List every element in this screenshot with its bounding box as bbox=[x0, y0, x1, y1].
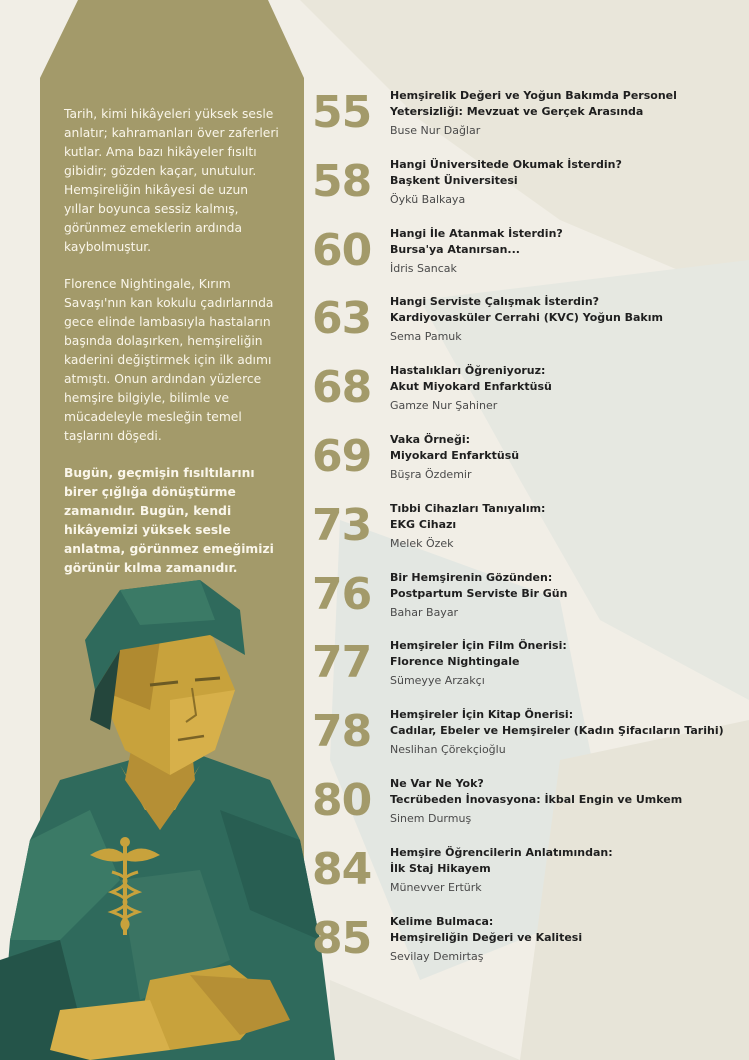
toc-page-number: 84 bbox=[312, 843, 372, 895]
toc-page-number: 77 bbox=[312, 637, 372, 689]
toc-author: Buse Nur Dağlar bbox=[390, 124, 481, 137]
toc-entry-73[interactable] bbox=[312, 499, 742, 568]
toc-entry-63[interactable] bbox=[312, 292, 742, 361]
toc-page-number: 58 bbox=[312, 155, 372, 207]
toc-title: Kelime Bulmaca: Hemşireliğin Değeri ve Kalitesi bbox=[390, 914, 583, 944]
toc-page-number: 73 bbox=[312, 499, 372, 551]
toc-title: Hangi Üniversitede Okumak İsterdin? Başkent Üniversitesi bbox=[390, 157, 622, 187]
toc-entry-80[interactable] bbox=[312, 774, 742, 843]
toc-title: Hemşire Öğrencilerin Anlatımından: İlk Staj Hikayem bbox=[390, 845, 613, 875]
toc-page-number: 68 bbox=[312, 362, 372, 414]
toc-author: Sümeyye Arzakçı bbox=[390, 674, 485, 688]
toc-author: Büşra Özdemir bbox=[390, 467, 472, 481]
toc-author: Sevilay Demirtaş bbox=[390, 949, 484, 963]
toc-author: Sinem Durmuş bbox=[390, 811, 472, 825]
toc-entry-76[interactable] bbox=[312, 568, 742, 637]
toc-title: Hemşireler İçin Kitap Önerisi: Cadılar, Ebeler ve Hemşireler (Kadın Şifacıların Tarihi) bbox=[390, 708, 724, 738]
toc-page-number: 78 bbox=[312, 706, 372, 758]
intro-paragraph-1: Tarih, kimi hikâyeleri yüksek sesle anlatır; kahramanları över zaferleri kutlar. Ama bazı hikâyeler fısıltı gibidir; gözden kaçar, unutulur. Hemşireliğin hikâyesi de uzun yıllar boyunca sessiz kalmış, görünmez emeklerin ardında kaybolmuştur. bbox=[64, 107, 279, 254]
table-of-contents bbox=[312, 86, 742, 980]
toc-title: Tıbbi Cihazları Tanıyalım: EKG Cihazı bbox=[390, 501, 546, 531]
toc-page-number: 76 bbox=[312, 568, 372, 620]
toc-author: Bahar Bayar bbox=[390, 605, 459, 619]
toc-page-number: 63 bbox=[312, 293, 372, 345]
toc-page-number: 85 bbox=[312, 912, 372, 964]
intro-paragraph-2: Florence Nightingale, Kırım Savaşı'nın kan kokulu çadırlarında gece elinde lambasıyla hastaların başında dolaşırken, hemşireliğin kaderini değiştirmek için ilk adımı atmıştı. Onun ardından yüzlerce hemşire bilgiyle, bilimle ve mücadeleyle mesleğin temel taşlarını döşedi. bbox=[64, 277, 274, 443]
toc-author: Gamze Nur Şahiner bbox=[390, 399, 498, 413]
toc-entry-78[interactable] bbox=[312, 705, 742, 774]
toc-entry-68[interactable] bbox=[312, 361, 742, 430]
toc-title: Hastalıkları Öğreniyoruz: Akut Miyokard Enfarktüsü bbox=[390, 364, 552, 394]
toc-entry-60[interactable] bbox=[312, 224, 742, 293]
toc-author: Öykü Balkaya bbox=[390, 192, 466, 206]
toc-author: Münevver Ertürk bbox=[390, 880, 482, 894]
toc-author: İdris Sancak bbox=[390, 261, 457, 275]
toc-entry-55[interactable] bbox=[312, 86, 742, 155]
nurse-illustration bbox=[0, 580, 340, 1060]
toc-title: Ne Var Ne Yok? Tecrübeden İnovasyona: İkbal Engin ve Umkem bbox=[390, 776, 683, 806]
toc-entry-85[interactable] bbox=[312, 912, 742, 981]
toc-entry-77[interactable] bbox=[312, 636, 742, 705]
intro-paragraph-3: Bugün, geçmişin fısıltılarını birer çığlığa dönüştürme zamanıdır. Bugün, kendi hikâyemizi yüksek sesle anlatma, görünmez emeğimizi görünür kılma zamanıdır. bbox=[64, 466, 274, 575]
toc-entry-58[interactable] bbox=[312, 155, 742, 224]
toc-author: Sema Pamuk bbox=[390, 330, 462, 344]
intro-text bbox=[64, 105, 282, 596]
toc-author: Melek Özek bbox=[390, 536, 454, 550]
toc-page-number: 80 bbox=[312, 774, 372, 826]
toc-entry-84[interactable] bbox=[312, 843, 742, 912]
toc-page-number: 55 bbox=[312, 87, 372, 138]
toc-page-number: 69 bbox=[312, 430, 372, 482]
toc-author: Neslihan Çörekçioğlu bbox=[390, 743, 506, 757]
toc-title: Hemşireler İçin Film Önerisi: Florence Nightingale bbox=[390, 639, 567, 669]
toc-title: Hangi İle Atanmak İsterdin? Bursa'ya Atanırsan... bbox=[390, 226, 563, 256]
toc-page-number: 60 bbox=[312, 224, 372, 276]
toc-title: Vaka Örneği: Miyokard Enfarktüsü bbox=[390, 432, 520, 462]
toc-title: Bir Hemşirenin Gözünden: Postpartum Serviste Bir Gün bbox=[390, 570, 568, 600]
toc-title: Hangi Serviste Çalışmak İsterdin? Kardiyovasküler Cerrahi (KVC) Yoğun Bakım bbox=[390, 295, 663, 325]
toc-entry-69[interactable] bbox=[312, 430, 742, 499]
toc-title: Hemşirelik Değeri ve Yoğun Bakımda Personel Yetersizliği: Mevzuat ve Gerçek Arasında bbox=[390, 89, 677, 118]
